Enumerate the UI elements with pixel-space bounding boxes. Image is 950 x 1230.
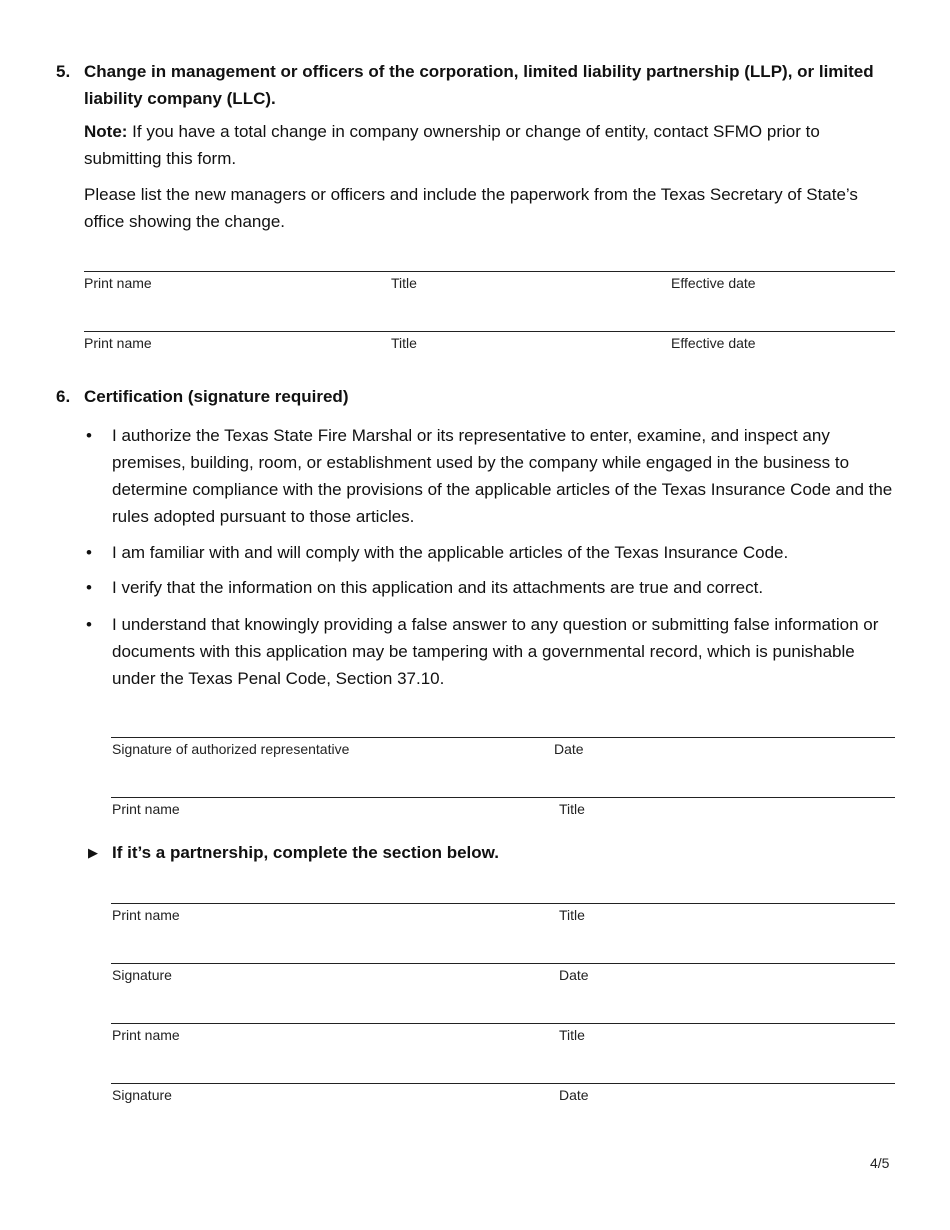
certification-bullet: I am familiar with and will comply with the applicable articles of the Texas Insurance Code. xyxy=(112,543,789,562)
bullet-icon: • xyxy=(86,578,92,597)
title-label: Title xyxy=(559,1027,585,1043)
signature-line xyxy=(84,271,895,272)
title-label: Title xyxy=(559,907,585,923)
signature-label: Signature of authorized representative xyxy=(112,741,350,757)
bullet-icon: • xyxy=(86,615,92,634)
date-label: Date xyxy=(559,1087,589,1103)
bullet-icon: • xyxy=(86,543,92,562)
section-5-title: Change in management or officers of the corporation, limited liability partnership (LLP), or limited liability company (LLC). xyxy=(84,62,874,108)
title-label: Title xyxy=(391,275,417,291)
signature-line xyxy=(111,1083,895,1084)
title-label: Title xyxy=(559,801,585,817)
signature-line xyxy=(111,903,895,904)
date-label: Date xyxy=(554,741,584,757)
bullet-icon: • xyxy=(86,426,92,445)
signature-line xyxy=(111,737,895,738)
effective-date-label: Effective date xyxy=(671,335,756,351)
print-name-label: Print name xyxy=(112,1027,180,1043)
section-5-number: 5. xyxy=(56,62,71,81)
section-5-instruction: Please list the new managers or officers and include the paperwork from the Texas Secretary of State’s office showing the change. xyxy=(84,185,858,231)
signature-line xyxy=(111,797,895,798)
certification-bullet: I authorize the Texas State Fire Marshal or its representative to enter, examine, and inspect any premises, building, room, or establishment used by the company while engaged in the business to determine compliance with the provisions of the applicable articles of the Texas Insurance Code and the rules adopted pursuant to those articles. xyxy=(112,426,893,526)
section-6-number: 6. xyxy=(56,387,71,406)
signature-line xyxy=(111,1023,895,1024)
partnership-heading: If it’s a partnership, complete the section below. xyxy=(112,843,499,862)
note-label: Note: xyxy=(84,122,128,141)
section-5-note xyxy=(84,118,899,172)
signature-label: Signature xyxy=(112,1087,172,1103)
note-text: If you have a total change in company ownership or change of entity, contact SFMO prior to submitting this form. xyxy=(84,122,820,168)
signature-line xyxy=(84,331,895,332)
signature-label: Signature xyxy=(112,967,172,983)
section-6-title: Certification (signature required) xyxy=(84,387,349,406)
title-label: Title xyxy=(391,335,417,351)
date-label: Date xyxy=(559,967,589,983)
signature-line xyxy=(111,963,895,964)
page-number: 4/5 xyxy=(870,1155,890,1171)
effective-date-label: Effective date xyxy=(671,275,756,291)
certification-bullet: I understand that knowingly providing a false answer to any question or submitting false information or documents with this application may be tampering with a governmental record, which is punishable under the Texas Penal Code, Section 37.10. xyxy=(112,615,879,688)
triangle-right-icon: ▶ xyxy=(88,845,98,860)
certification-bullet: I verify that the information on this application and its attachments are true and correct. xyxy=(112,578,764,597)
print-name-label: Print name xyxy=(84,275,152,291)
print-name-label: Print name xyxy=(112,801,180,817)
print-name-label: Print name xyxy=(84,335,152,351)
print-name-label: Print name xyxy=(112,907,180,923)
